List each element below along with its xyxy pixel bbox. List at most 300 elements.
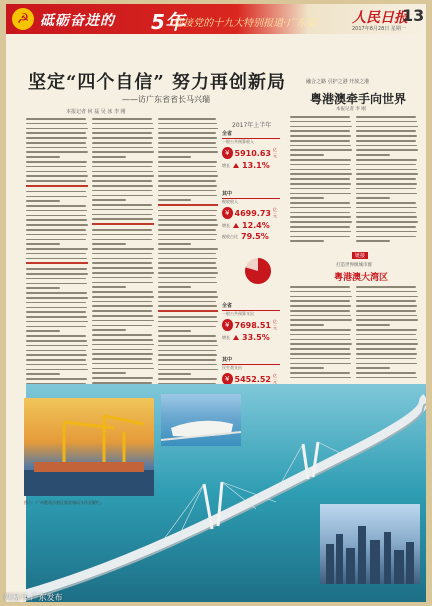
text-line bbox=[356, 221, 418, 223]
text-line bbox=[158, 137, 217, 139]
text-line bbox=[26, 137, 87, 139]
text-line bbox=[92, 296, 154, 298]
text-line bbox=[92, 267, 153, 269]
text-line bbox=[290, 300, 350, 302]
text-line bbox=[92, 363, 153, 365]
text-line bbox=[92, 286, 126, 288]
text-line bbox=[158, 364, 217, 366]
text-line bbox=[356, 202, 416, 204]
text-line bbox=[92, 358, 152, 360]
stat-box-tax bbox=[222, 198, 280, 241]
text-line bbox=[26, 326, 86, 328]
text-line bbox=[290, 140, 350, 142]
text-line bbox=[290, 329, 351, 331]
stat-caption: 一般公共预算支出 bbox=[222, 311, 254, 316]
text-line bbox=[158, 335, 216, 337]
text-line bbox=[290, 296, 352, 298]
text-line bbox=[158, 219, 217, 221]
text-line bbox=[290, 121, 351, 123]
text-line bbox=[158, 305, 217, 307]
text-line bbox=[92, 118, 152, 120]
text-line bbox=[26, 215, 86, 217]
stat-value: 4699.73 bbox=[234, 208, 271, 218]
text-line bbox=[290, 188, 350, 190]
text-line bbox=[92, 377, 153, 379]
text-line bbox=[356, 231, 417, 233]
text-line bbox=[290, 367, 324, 369]
text-line bbox=[26, 239, 86, 241]
text-line bbox=[158, 210, 217, 212]
text-line bbox=[92, 161, 153, 163]
text-line bbox=[158, 142, 216, 144]
text-line bbox=[290, 221, 352, 223]
text-line bbox=[290, 315, 351, 317]
text-line bbox=[158, 224, 218, 226]
text-line bbox=[290, 236, 350, 238]
text-line bbox=[158, 291, 217, 293]
text-line bbox=[290, 183, 351, 185]
text-line bbox=[92, 253, 152, 255]
text-line bbox=[290, 193, 351, 195]
text-line bbox=[26, 191, 86, 193]
right-article-column-2 bbox=[356, 116, 418, 246]
text-line bbox=[356, 135, 417, 137]
text-line bbox=[26, 175, 88, 177]
text-line bbox=[26, 307, 87, 309]
text-line bbox=[290, 135, 351, 137]
growth-value: 33.5% bbox=[242, 333, 270, 342]
text-line bbox=[158, 166, 216, 168]
party-emblem-icon: ☭ bbox=[12, 8, 34, 30]
text-line bbox=[158, 277, 216, 279]
text-line bbox=[356, 178, 416, 180]
text-line bbox=[26, 268, 87, 270]
text-line bbox=[356, 348, 416, 350]
stat-unit: 亿元 bbox=[272, 207, 277, 218]
stat-box-expenditure bbox=[222, 310, 280, 342]
text-line bbox=[290, 197, 324, 199]
text-line bbox=[356, 329, 417, 331]
text-line bbox=[356, 188, 416, 190]
series-number: 5年 bbox=[151, 10, 185, 34]
text-line bbox=[92, 204, 152, 206]
text-line bbox=[158, 359, 216, 361]
text-line bbox=[26, 156, 60, 158]
text-line bbox=[356, 149, 418, 151]
text-line bbox=[26, 330, 60, 332]
text-line bbox=[26, 359, 86, 361]
text-line bbox=[356, 286, 416, 288]
text-line bbox=[92, 175, 154, 177]
text-line bbox=[92, 349, 152, 351]
text-line bbox=[92, 123, 153, 125]
text-line bbox=[158, 272, 218, 274]
data-panel-title: 2017年上半年 bbox=[232, 122, 272, 129]
text-line bbox=[290, 126, 352, 128]
text-line bbox=[290, 324, 324, 326]
text-line bbox=[26, 142, 86, 144]
text-line bbox=[356, 169, 417, 171]
text-line bbox=[290, 202, 350, 204]
text-line bbox=[92, 239, 152, 241]
text-line bbox=[92, 229, 152, 231]
text-line bbox=[290, 363, 351, 365]
text-line bbox=[356, 121, 417, 123]
text-line bbox=[158, 253, 216, 255]
text-line bbox=[26, 297, 88, 299]
stat-value: 5910.63 bbox=[234, 148, 271, 158]
sidebar-column-1 bbox=[290, 286, 352, 386]
text-line bbox=[92, 258, 153, 260]
text-line bbox=[158, 369, 218, 371]
text-line bbox=[26, 364, 87, 366]
text-line bbox=[26, 258, 87, 260]
text-line bbox=[26, 369, 88, 371]
text-line bbox=[26, 243, 60, 245]
text-line bbox=[356, 377, 417, 379]
text-line bbox=[92, 147, 153, 149]
text-line bbox=[92, 132, 152, 134]
text-line bbox=[158, 161, 217, 163]
watermark: 网易号 广东发布 bbox=[4, 593, 63, 602]
text-line bbox=[92, 151, 154, 153]
text-line bbox=[26, 340, 87, 342]
text-line bbox=[290, 207, 351, 209]
yuan-icon: ¥ bbox=[222, 147, 233, 159]
text-line bbox=[158, 239, 216, 241]
growth-value: 12.4% bbox=[242, 221, 270, 230]
right-article-kicker: 融合之路 引护之港 开放之港 bbox=[306, 79, 370, 85]
text-line bbox=[92, 334, 152, 336]
text-line bbox=[290, 145, 351, 147]
text-line bbox=[92, 185, 153, 187]
text-line bbox=[290, 178, 350, 180]
text-line bbox=[92, 195, 153, 197]
text-line bbox=[158, 118, 216, 120]
text-line bbox=[26, 224, 88, 226]
newspaper-page bbox=[6, 4, 426, 602]
text-line bbox=[356, 358, 416, 360]
text-line bbox=[158, 258, 217, 260]
text-line bbox=[26, 287, 60, 289]
text-line bbox=[26, 345, 88, 347]
masthead-banner bbox=[6, 4, 426, 34]
text-line bbox=[26, 200, 60, 202]
text-line bbox=[92, 339, 153, 341]
text-line bbox=[290, 310, 350, 312]
sidebar-tag: 链接 bbox=[352, 252, 368, 259]
article-column-2 bbox=[92, 118, 154, 390]
text-line bbox=[26, 321, 88, 323]
text-line bbox=[92, 262, 152, 264]
text-line bbox=[92, 305, 153, 307]
text-line bbox=[92, 344, 154, 346]
text-line bbox=[290, 116, 350, 118]
right-article-column-1 bbox=[290, 116, 352, 246]
text-line bbox=[158, 199, 191, 201]
text-line bbox=[158, 321, 218, 323]
text-line bbox=[92, 301, 152, 303]
stat-unit: 亿元 bbox=[272, 373, 277, 384]
data-block-label: 其中 bbox=[222, 357, 233, 363]
text-line bbox=[26, 185, 88, 187]
text-line bbox=[26, 166, 86, 168]
text-line bbox=[26, 161, 87, 163]
text-line bbox=[158, 234, 217, 236]
yuan-icon: ¥ bbox=[222, 319, 233, 331]
text-line bbox=[158, 345, 218, 347]
text-line bbox=[158, 316, 217, 318]
text-line bbox=[92, 171, 153, 173]
text-line bbox=[26, 128, 88, 130]
text-line bbox=[158, 180, 216, 182]
page-number: 13 bbox=[402, 6, 425, 25]
text-line bbox=[158, 330, 191, 332]
text-line bbox=[290, 343, 352, 345]
text-line bbox=[356, 173, 418, 175]
city-skyline-photo bbox=[320, 504, 420, 584]
text-line bbox=[158, 185, 217, 187]
text-line bbox=[92, 291, 153, 293]
text-line bbox=[356, 126, 418, 128]
text-line bbox=[290, 286, 350, 288]
text-line bbox=[158, 147, 217, 149]
text-line bbox=[26, 171, 87, 173]
data-block-label: 全省 bbox=[222, 303, 233, 309]
text-line bbox=[290, 240, 324, 242]
growth-value: 13.1% bbox=[242, 161, 270, 170]
text-line bbox=[290, 173, 352, 175]
stat-caption: 民生类支出 bbox=[222, 365, 242, 370]
text-line bbox=[290, 216, 351, 218]
text-line bbox=[356, 305, 417, 307]
text-line bbox=[290, 353, 351, 355]
text-line bbox=[92, 325, 152, 327]
growth-label: 增长 bbox=[222, 162, 230, 168]
text-line bbox=[26, 248, 88, 250]
main-article-byline: 本报记者 何 磊 吴 冰 李 刚 bbox=[66, 109, 126, 115]
text-line bbox=[290, 154, 324, 156]
sidebar-title: 粤港澳大湾区 bbox=[334, 273, 389, 283]
stat-unit: 亿元 bbox=[272, 147, 277, 158]
text-line bbox=[158, 248, 218, 250]
text-line bbox=[158, 215, 216, 217]
text-line bbox=[92, 315, 153, 317]
text-line bbox=[158, 171, 217, 173]
text-line bbox=[26, 316, 87, 318]
text-line bbox=[356, 319, 418, 321]
text-line bbox=[356, 315, 417, 317]
text-line bbox=[158, 128, 218, 130]
text-line bbox=[356, 310, 416, 312]
text-line bbox=[356, 236, 416, 238]
text-line bbox=[92, 128, 154, 130]
text-line bbox=[158, 286, 191, 288]
text-line bbox=[26, 354, 87, 356]
tax-share-pie bbox=[236, 256, 280, 286]
text-line bbox=[26, 292, 87, 294]
port-cranes-photo bbox=[24, 398, 154, 496]
text-line bbox=[92, 223, 154, 225]
text-line bbox=[356, 216, 417, 218]
text-line bbox=[356, 140, 416, 142]
text-line bbox=[26, 278, 86, 280]
text-line bbox=[92, 310, 152, 312]
article-column-1 bbox=[26, 118, 88, 390]
article-column-3 bbox=[158, 118, 218, 390]
text-line bbox=[26, 205, 86, 207]
text-line bbox=[92, 329, 126, 331]
text-line bbox=[26, 234, 87, 236]
text-line bbox=[92, 272, 154, 274]
text-line bbox=[158, 156, 191, 158]
text-line bbox=[290, 130, 350, 132]
main-article-title: 坚定“四个自信” 努力再创新局 bbox=[28, 72, 286, 93]
text-line bbox=[26, 151, 88, 153]
text-line bbox=[158, 132, 216, 134]
text-line bbox=[92, 156, 126, 158]
text-line bbox=[290, 305, 351, 307]
text-line bbox=[26, 302, 86, 304]
text-line bbox=[26, 335, 86, 337]
text-line bbox=[158, 310, 218, 312]
text-line bbox=[356, 296, 418, 298]
text-line bbox=[92, 166, 152, 168]
text-line bbox=[356, 343, 418, 345]
text-line bbox=[158, 195, 217, 197]
text-line bbox=[356, 193, 417, 195]
text-line bbox=[92, 277, 152, 279]
text-line bbox=[356, 372, 416, 374]
arrow-up-icon bbox=[233, 163, 239, 168]
text-line bbox=[290, 377, 351, 379]
text-line bbox=[26, 273, 88, 275]
text-line bbox=[26, 196, 87, 198]
text-line bbox=[158, 354, 217, 356]
text-line bbox=[158, 123, 217, 125]
text-line bbox=[290, 212, 350, 214]
stat-value: 7698.51 bbox=[234, 320, 271, 330]
text-line bbox=[158, 243, 191, 245]
text-line bbox=[356, 116, 416, 118]
text-line bbox=[158, 151, 218, 153]
text-line bbox=[92, 209, 153, 211]
text-line bbox=[356, 212, 416, 214]
text-line bbox=[26, 123, 87, 125]
text-line bbox=[356, 240, 390, 242]
text-line bbox=[26, 311, 86, 313]
text-line bbox=[356, 334, 416, 336]
stat-caption: 一般公共预算收入 bbox=[222, 139, 254, 144]
text-line bbox=[92, 142, 152, 144]
text-line bbox=[158, 175, 218, 177]
text-line bbox=[158, 204, 218, 206]
text-line bbox=[290, 334, 350, 336]
text-line bbox=[92, 368, 154, 370]
text-line bbox=[356, 353, 417, 355]
text-line bbox=[356, 145, 417, 147]
text-line bbox=[92, 243, 126, 245]
text-line bbox=[356, 367, 390, 369]
text-line bbox=[92, 199, 126, 201]
text-line bbox=[158, 282, 217, 284]
text-line bbox=[356, 197, 390, 199]
text-line bbox=[356, 363, 417, 365]
main-article-subtitle: ——访广东省省长马兴瑞 bbox=[122, 95, 210, 104]
text-line bbox=[356, 207, 417, 209]
text-line bbox=[356, 130, 416, 132]
text-line bbox=[26, 253, 86, 255]
right-article-byline: 本报记者 李 刚 bbox=[336, 107, 366, 112]
stat-value: 5452.52 bbox=[234, 374, 271, 384]
text-line bbox=[92, 190, 152, 192]
text-line bbox=[356, 226, 416, 228]
page-date: 2017年8月28日 星期一 bbox=[352, 26, 406, 32]
text-line bbox=[290, 159, 351, 161]
text-line bbox=[26, 180, 86, 182]
text-line bbox=[290, 319, 352, 321]
text-line bbox=[158, 229, 216, 231]
text-line bbox=[26, 219, 87, 221]
text-line bbox=[92, 137, 153, 139]
text-line bbox=[158, 190, 216, 192]
text-line bbox=[356, 339, 417, 341]
yuan-icon: ¥ bbox=[222, 207, 233, 219]
arrow-up-icon bbox=[233, 223, 239, 228]
text-line bbox=[26, 350, 86, 352]
text-line bbox=[158, 326, 216, 328]
text-line bbox=[290, 226, 350, 228]
growth-label: 增长 bbox=[222, 222, 230, 228]
artificial-island-photo bbox=[161, 394, 241, 446]
text-line bbox=[26, 283, 87, 285]
text-line bbox=[158, 301, 216, 303]
text-line bbox=[158, 340, 217, 342]
data-block-label: 其中 bbox=[222, 191, 233, 197]
growth-label: 增长 bbox=[222, 334, 230, 340]
share-label: 税收占比 bbox=[222, 233, 238, 239]
text-line bbox=[26, 378, 87, 380]
text-line bbox=[290, 339, 351, 341]
right-article-title: 粤港澳牵手向世界 bbox=[310, 92, 407, 106]
text-line bbox=[356, 324, 390, 326]
text-line bbox=[356, 154, 390, 156]
text-line bbox=[92, 372, 126, 374]
stat-box-revenue bbox=[222, 138, 280, 170]
stat-unit: 亿元 bbox=[272, 319, 277, 330]
text-line bbox=[158, 350, 216, 352]
text-line bbox=[356, 300, 416, 302]
text-line bbox=[290, 358, 350, 360]
text-line bbox=[290, 291, 351, 293]
arrow-up-icon bbox=[233, 335, 239, 340]
text-line bbox=[26, 118, 86, 120]
series-title: 砥砺奋进的 bbox=[40, 13, 115, 29]
text-line bbox=[26, 373, 60, 375]
text-line bbox=[290, 169, 351, 171]
text-line bbox=[290, 372, 350, 374]
text-line bbox=[92, 218, 153, 220]
text-line bbox=[290, 164, 350, 166]
text-line bbox=[158, 262, 216, 264]
text-line bbox=[290, 348, 350, 350]
text-line bbox=[356, 291, 417, 293]
text-line bbox=[92, 214, 152, 216]
text-line bbox=[158, 378, 217, 380]
text-line bbox=[158, 267, 217, 269]
text-line bbox=[92, 320, 154, 322]
paper-logo: 人民日报 bbox=[352, 10, 408, 26]
